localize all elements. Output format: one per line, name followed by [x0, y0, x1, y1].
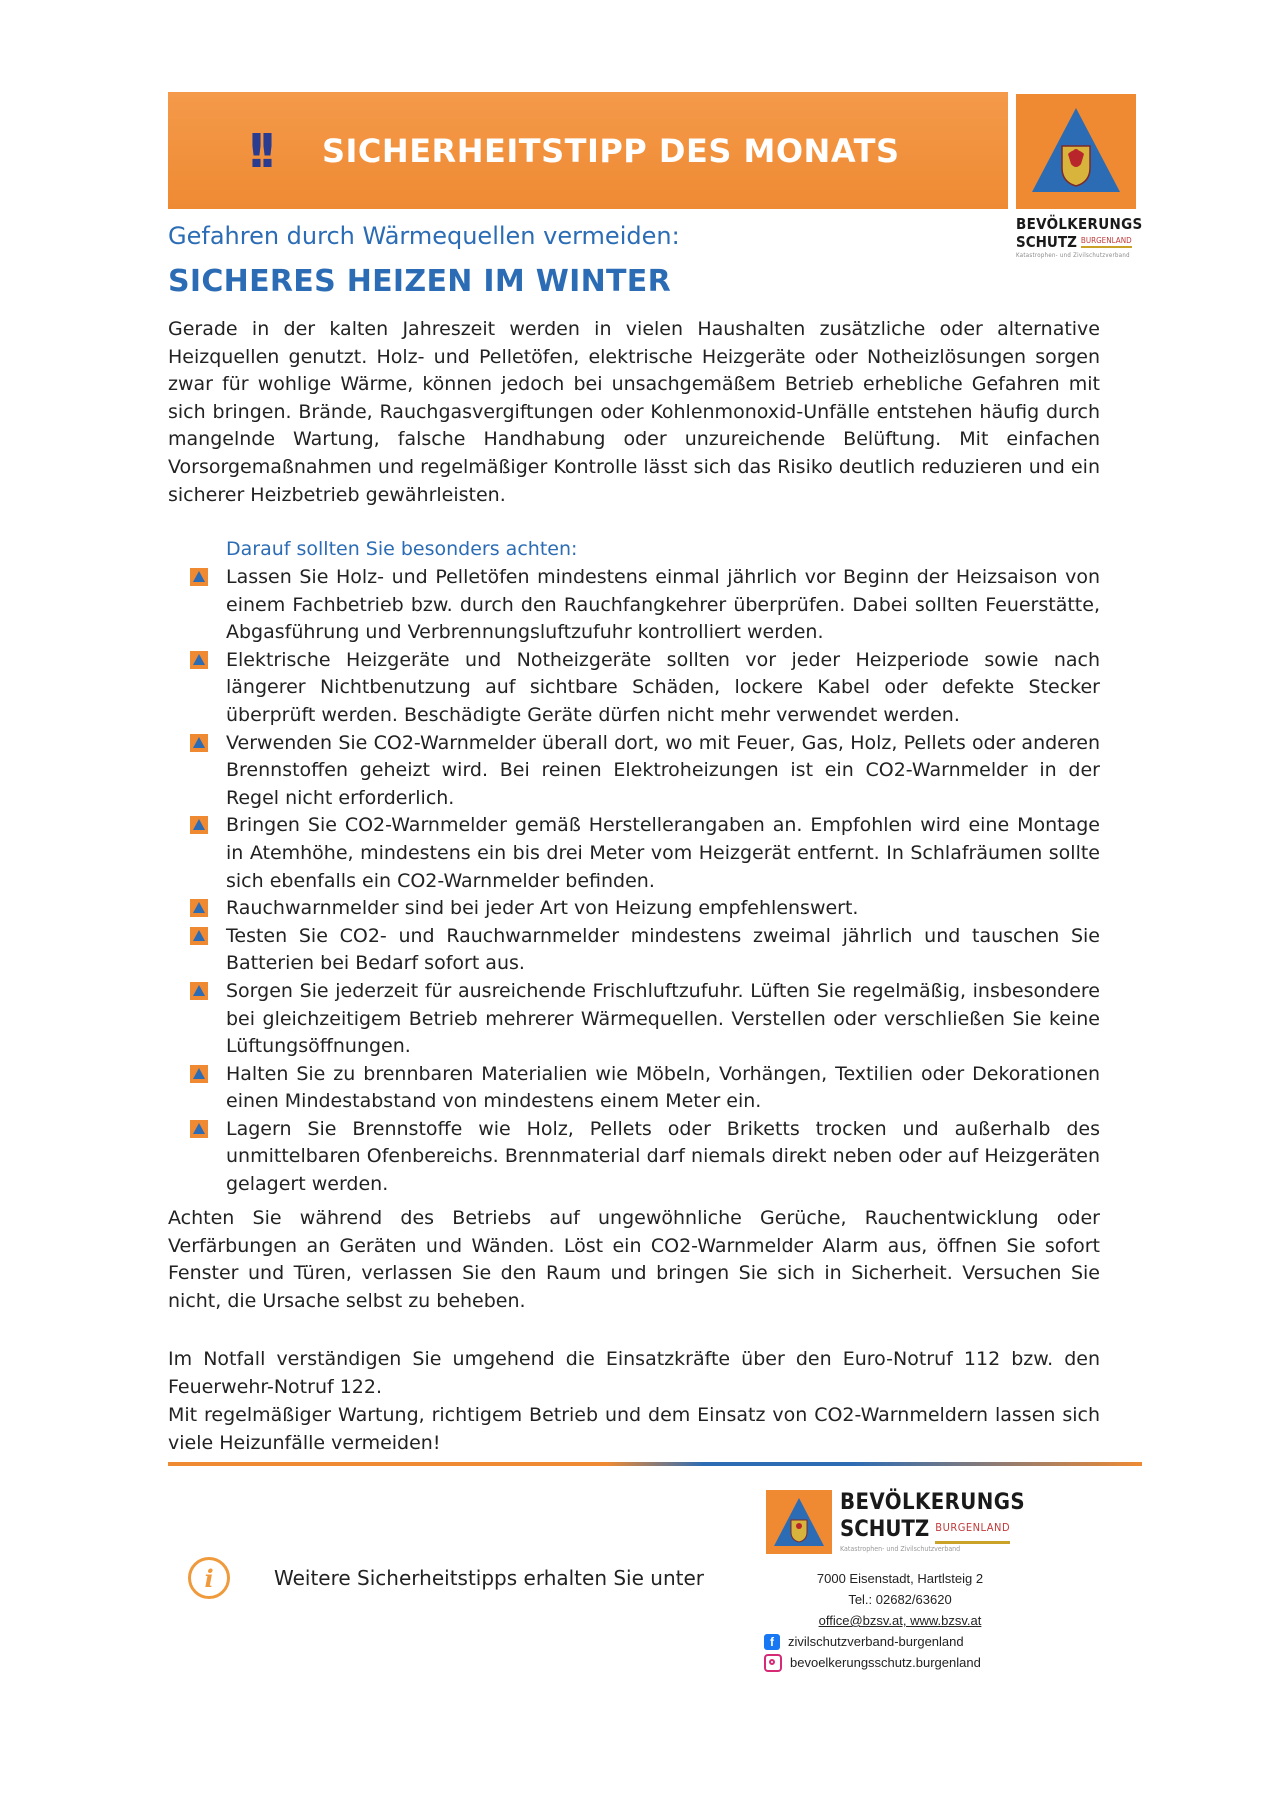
info-text: Weitere Sicherheitstipps erhalten Sie unter [274, 1566, 704, 1590]
tip-text: Testen Sie CO2- und Rauchwarnmelder mindestens zweimal jährlich und tauschen Sie Batterien bei Bedarf sofort aus. [226, 924, 1100, 975]
warning-paragraph: Achten Sie während des Betriebs auf ungewöhnliche Gerüche, Rauchentwicklung oder Verfärbungen an Geräten und Wänden. Löst ein CO2-Warnmelder Alarm aus, öffnen Sie sofort Fenster und Türen, verlassen Sie den Raum und bringen Sie sich in Sicherheit. Versuchen Sie nicht, die Ursache selbst zu beheben. [168, 1207, 1100, 1312]
banner-title: SICHERHEITSTIPP DES MONATS [321, 131, 900, 170]
facebook-icon: f [764, 1634, 780, 1650]
tips-list [190, 564, 1100, 1199]
facebook-link[interactable] [760, 1631, 1040, 1652]
list-item [190, 1116, 1100, 1199]
triangle-bullet-icon [190, 651, 208, 669]
info-icon: i [188, 1557, 230, 1599]
exclamation-icon: !! [246, 123, 268, 178]
tip-text: Halten Sie zu brennbaren Materialien wie Möbeln, Vorhängen, Textilien oder Dekorationen einen Mindestabstand von mindestens einem Meter ein. [226, 1062, 1100, 1113]
intro-paragraph: Gerade in der kalten Jahreszeit werden in vielen Haushalten zusätzliche oder alternative Heizquellen genutzt. Holz- und Pelletöfen, elektrische Heizgeräte oder Notheizlösungen sorgen zwar für wohlige Wärme, können jedoch bei unsachgemäßem Betrieb erhebliche Gefahren mit sich bringen. Brände, Rauchgasvergiftungen oder Kohlenmonoxid-Unfälle entstehen häufig durch mangelnde Wartung, falsche Handhabung oder unzureichende Belüftung. Mit einfachen Vorsorgemaßnahmen und regelmäßiger Kontrolle lässt sich das Risiko deutlich reduzieren und ein sicherer Heizbetrieb gewährleisten. [168, 318, 1100, 506]
triangle-bullet-icon [190, 1120, 208, 1138]
facebook-handle: zivilschutzverband-burgenland [788, 1634, 964, 1649]
instagram-handle: bevoelkerungsschutz.burgenland [790, 1655, 981, 1670]
triangle-bullet-icon [190, 734, 208, 752]
list-item [190, 1061, 1100, 1116]
logo-region: BURGENLAND [1081, 236, 1132, 248]
footer-logo-word-schutz: SCHUTZ [840, 1517, 930, 1542]
footer-logo [766, 1490, 1026, 1556]
triangle-bullet-icon [190, 568, 208, 586]
triangle-bullet-icon [190, 927, 208, 945]
triangle-bullet-icon [190, 899, 208, 917]
page-title: SICHERES HEIZEN IM WINTER [168, 264, 671, 299]
list-item [190, 923, 1100, 978]
footer-logo-line-2 [840, 1516, 1025, 1544]
subtitle: Gefahren durch Wärmequellen vermeiden: [168, 222, 680, 250]
footer-logo-emblem [766, 1490, 832, 1554]
title-banner [168, 92, 1008, 209]
tip-text: Lagern Sie Brennstoffe wie Holz, Pellets oder Briketts trocken und außerhalb des unmittelbaren Ofenbereichs. Brennmaterial darf niemals direkt neben oder auf Heizgeräten gelagert werden. [226, 1117, 1100, 1196]
list-item [190, 647, 1100, 730]
logo-line-2 [1016, 233, 1138, 251]
tips-heading: Darauf sollten Sie besonders achten: [226, 538, 578, 560]
list-item [190, 564, 1100, 647]
list-item [190, 730, 1100, 813]
logo-emblem [1016, 94, 1136, 209]
footer-logo-tagline: Katastrophen- und Zivilschutzverband [840, 1545, 961, 1553]
instagram-icon [764, 1654, 782, 1672]
emergency-paragraph: Im Notfall verständigen Sie umgehend die Einsatzkräfte über den Euro-Notruf 112 bzw. den Feuerwehr-Notruf 122. [168, 1348, 1100, 1398]
contact-block [760, 1568, 1040, 1673]
tip-text: Bringen Sie CO2-Warnmelder gemäß Herstellerangaben an. Empfohlen wird eine Montage in Atemhöhe, mindestens ein bis drei Meter vom Heizgerät entfernt. In Schlafräumen sollte sich ebenfalls ein CO2-Warnmelder befinden. [226, 814, 1100, 892]
organization-logo [1016, 94, 1143, 264]
closing-paragraph: Mit regelmäßiger Wartung, richtigem Betrieb und dem Einsatz von CO2-Warnmeldern lassen sich viele Heizunfälle vermeiden! [168, 1404, 1100, 1454]
footer-logo-line-1: BEVÖLKERUNGS [840, 1490, 1026, 1515]
phone-number: Tel.: 02682/63620 [848, 1592, 952, 1607]
logo-tagline: Katastrophen- und Zivilschutzverband [1016, 252, 1130, 259]
tip-text: Elektrische Heizgeräte und Notheizgeräte sollten vor jeder Heizperiode sowie nach längerer Nichtbenutzung auf sichtbare Schäden, lockere Kabel oder defekte Stecker überprüft werden. Beschädigte Geräte dürfen nicht mehr verwendet werden. [226, 648, 1100, 726]
tip-text: Sorgen Sie jederzeit für ausreichende Frischluftzufuhr. Lüften Sie regelmäßig, insbesondere bei gleichzeitigem Betrieb mehrerer Wärmequellen. Verstellen oder verschließen Sie keine Lüftungsöffnungen. [226, 979, 1100, 1058]
triangle-coat-of-arms-icon [766, 1490, 832, 1554]
tip-text: Verwenden Sie CO2-Warnmelder überall dort, wo mit Feuer, Gas, Holz, Pellets oder anderen Brennstoffen geheizt wird. Bei reinen Elektroheizungen ist ein CO2-Warnmelder in der Regel nicht erforderlich. [226, 731, 1100, 809]
tip-text: Rauchwarnmelder sind bei jeder Art von Heizung empfehlenswert. [226, 897, 859, 920]
tip-text: Lassen Sie Holz- und Pelletöfen mindestens einmal jährlich vor Beginn der Heizsaison von einem Fachbetrieb bzw. durch den Rauchfangkehrer überprüfen. Dabei sollten Feuerstätte, Abgasführung und Verbrennungsluftzufuhr kontrolliert werden. [226, 566, 1100, 644]
triangle-bullet-icon [190, 982, 208, 1000]
triangle-bullet-icon [190, 816, 208, 834]
list-item [190, 895, 1100, 923]
instagram-link[interactable] [760, 1652, 1040, 1673]
list-item [190, 978, 1100, 1061]
divider-line [168, 1462, 1142, 1466]
triangle-bullet-icon [190, 1065, 208, 1083]
footer-logo-region: BURGENLAND [935, 1516, 1010, 1544]
logo-line-1: BEVÖLKERUNGS [1016, 215, 1143, 233]
logo-word-schutz: SCHUTZ [1016, 233, 1077, 251]
list-item [190, 812, 1100, 895]
address: 7000 Eisenstadt, Hartlsteig 2 [816, 1571, 984, 1586]
triangle-coat-of-arms-icon [1016, 94, 1136, 209]
email-website-link[interactable]: office@bzsv.at, www.bzsv.at [818, 1613, 982, 1628]
